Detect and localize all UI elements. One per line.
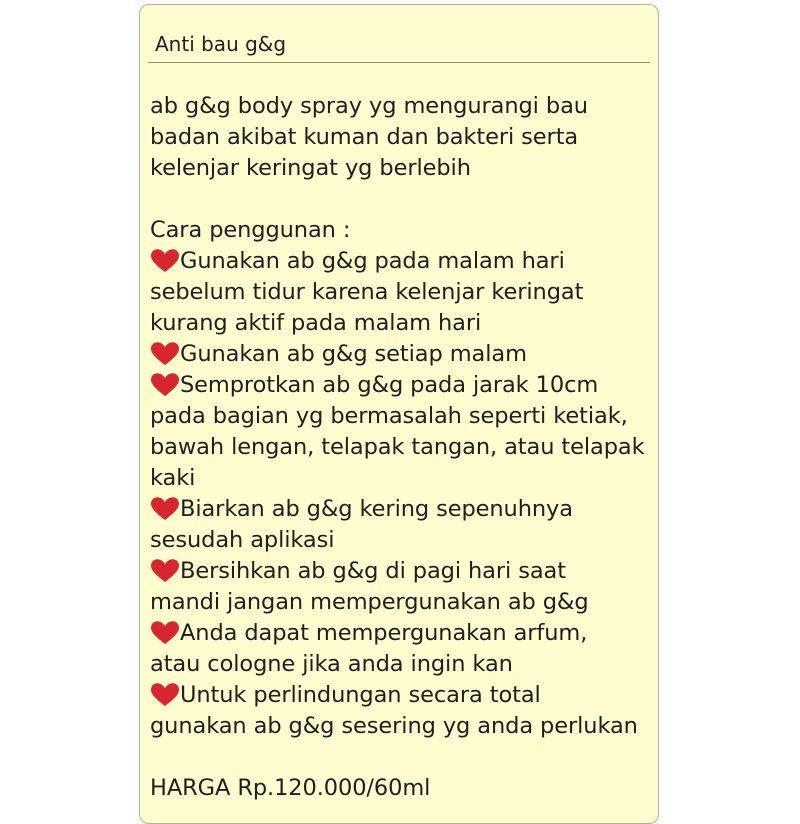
step-line [150, 339, 656, 370]
step-text: Gunakan ab g&g setiap malam [180, 341, 527, 367]
red-heart-icon [150, 558, 180, 580]
step-line [150, 618, 656, 649]
step-text: Untuk perlindungan secara total [180, 682, 541, 708]
step-line [150, 494, 656, 525]
step-line [150, 246, 656, 277]
step-line [150, 680, 656, 711]
spacer [150, 742, 656, 773]
step-line: bawah lengan, telapak tangan, atau telapak [150, 434, 645, 460]
step-line: sebelum tidur karena kelenjar keringat [150, 279, 584, 305]
note-title: Anti bau g&g [155, 32, 287, 56]
step-line: sesudah aplikasi [150, 527, 335, 553]
red-heart-icon [150, 248, 180, 270]
red-heart-icon [150, 620, 180, 642]
step-text: Semprotkan ab g&g pada jarak 10cm [180, 372, 599, 398]
red-heart-icon [150, 496, 180, 518]
usage-heading: Cara penggunan : [150, 217, 351, 243]
intro-line: kelenjar keringat yg berlebih [150, 155, 471, 181]
intro-line: ab g&g body spray yg mengurangi bau [150, 93, 588, 119]
step-line [150, 370, 656, 401]
red-heart-icon [150, 682, 180, 704]
step-line: mandi jangan mempergunakan ab g&g [150, 589, 589, 615]
note-body [150, 91, 656, 804]
step-text: Biarkan ab g&g kering sepenuhnya [180, 496, 573, 522]
step-text: Anda dapat mempergunakan arfum, [180, 620, 588, 646]
step-line: atau cologne jika anda ingin kan [150, 651, 513, 677]
red-heart-icon [150, 341, 180, 363]
price-line: HARGA Rp.120.000/60ml [150, 775, 431, 801]
spacer [150, 184, 656, 215]
title-divider [148, 62, 650, 63]
step-line: gunakan ab g&g sesering yg anda perlukan [150, 713, 638, 739]
step-line: kurang aktif pada malam hari [150, 310, 482, 336]
red-heart-icon [150, 372, 180, 394]
note-panel [139, 4, 659, 824]
step-line [150, 556, 656, 587]
step-line: kaki [150, 465, 196, 491]
step-text: Bersihkan ab g&g di pagi hari saat [180, 558, 566, 584]
step-line: pada bagian yg bermasalah seperti ketiak, [150, 403, 628, 429]
intro-line: badan akibat kuman dan bakteri serta [150, 124, 579, 150]
step-text: Gunakan ab g&g pada malam hari [180, 248, 565, 274]
